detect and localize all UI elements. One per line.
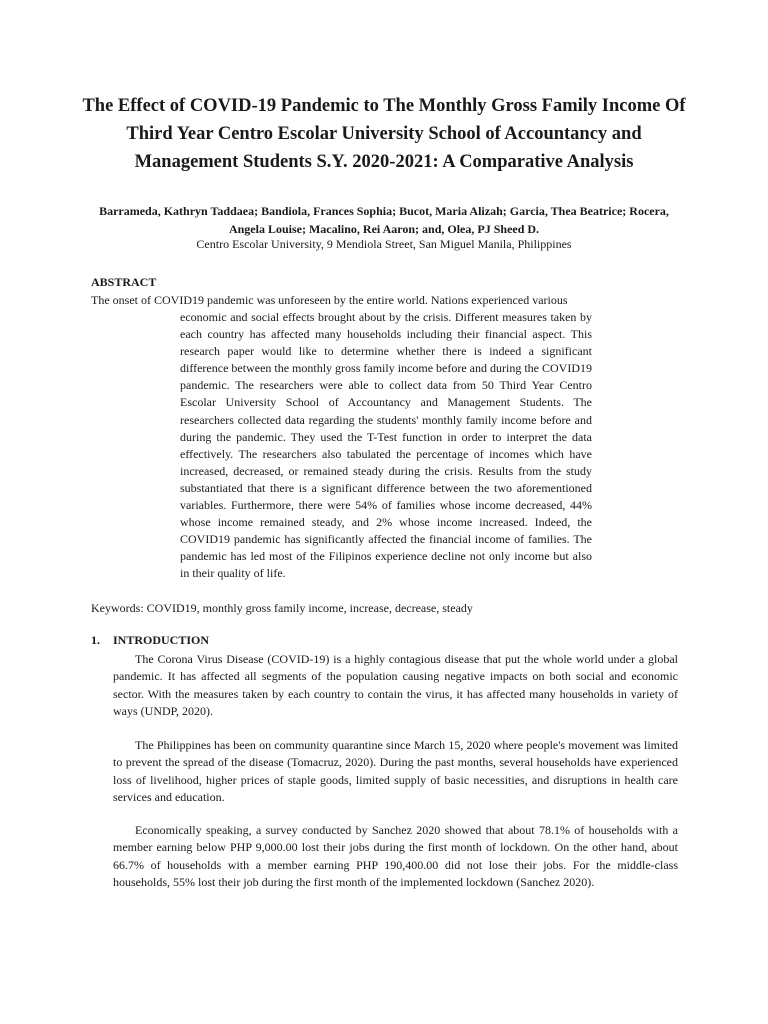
- paper-title: The Effect of COVID-19 Pandemic to The Monthly Gross Family Income Of Third Year Centro Escolar University School of Accountancy and Management Students S.Y. 2020-2021: A Comparative Analysis: [82, 96, 686, 172]
- introduction-heading: [91, 633, 209, 648]
- abstract-heading: ABSTRACT: [91, 275, 157, 289]
- intro-paragraph-2: The Philippines has been on community quarantine since March 15, 2020 where people's movement was limited to prevent the spread of the disease (Tomacruz, 2020). During the past months, several households have experienced loss of livelihood, higher prices of staple goods, limited supply of basic necessities, and disruptions in health care services and education.: [113, 738, 678, 805]
- abstract-body: economic and social effects brought about by the crisis. Different measures taken by each country has affected many households including their financial aspect. This research paper would like to determine whether there is indeed a significant difference between the monthly gross family income before and during the COVID19 pandemic. The researchers were able to collect data from 50 Third Year Centro Escolar University School of Accountancy and Management Students. The researchers collected data regarding the students' monthly family income before and during the pandemic. They used the T-Test function in order to interpret the data effectively. The researchers also tabulated the percentage of incomes which have increased, decreased, or remained steady during the crisis. Results from the study substantiated that there is a significant difference between the two aforementioned variables. Furthermore, there were 54% of families whose income decreased, 44% whose income remained steady, and 2% whose income increased. Indeed, the COVID19 pandemic has significantly affected the financial income of families. The pandemic has led most of the Filipinos experience decline not only income but also in their quality of life.: [180, 310, 592, 581]
- section-number: 1.: [91, 633, 100, 647]
- abstract-first-line: The onset of COVID19 pandemic was unforeseen by the entire world. Nations experienced various: [91, 293, 568, 307]
- intro-paragraph-3: Economically speaking, a survey conducted by Sanchez 2020 showed that about 78.1% of households with a member earning below PHP 9,000.00 lost their jobs during the first month of lockdown. On the other hand, about 66.7% of households with a member earning PHP 190,400.00 did not lose their jobs. For the middle-class households, 55% lost their job during the first month of the implemented lockdown (Sanchez 2020).: [113, 823, 678, 890]
- intro-paragraph-1: The Corona Virus Disease (COVID-19) is a highly contagious disease that put the whole world under a global pandemic. It has affected all segments of the population causing negative impacts on both social and economic sector. With the measures taken by each country to contain the virus, it has affected many households in variety of ways (UNDP, 2020).: [113, 652, 678, 719]
- keywords: Keywords: COVID19, monthly gross family income, increase, decrease, steady: [91, 601, 473, 615]
- section-title: INTRODUCTION: [113, 633, 210, 647]
- affiliation: Centro Escolar University, 9 Mendiola Street, San Miguel Manila, Philippines: [196, 237, 572, 251]
- author-list: Barrameda, Kathryn Taddaea; Bandiola, Frances Sophia; Bucot, Maria Alizah; Garcia, Thea Beatrice; Rocera, Angela Louise; Macalino, Rei Aaron; and, Olea, PJ Sheed D.: [99, 204, 669, 236]
